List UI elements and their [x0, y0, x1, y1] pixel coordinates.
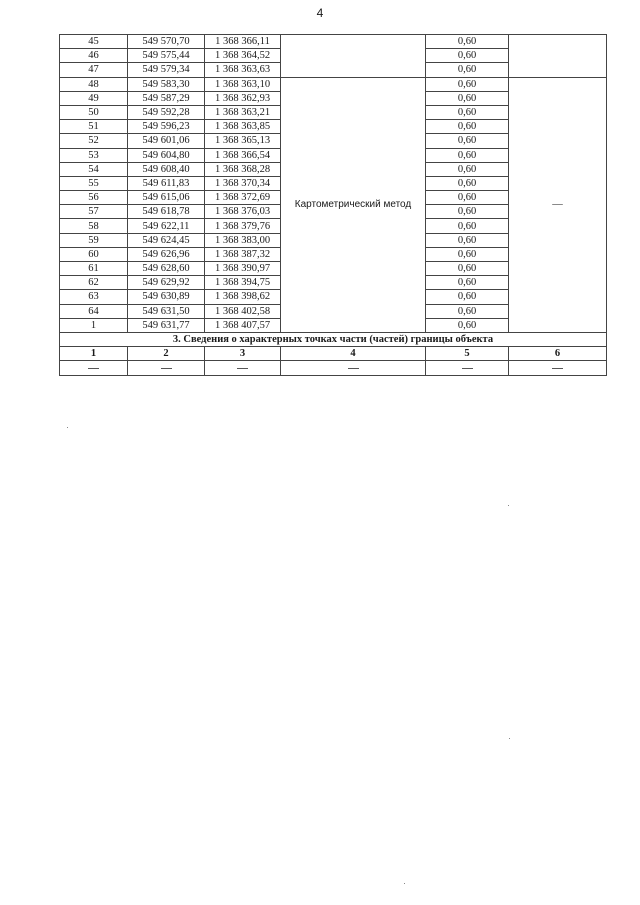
x-coordinate: 549 608,40 — [128, 162, 205, 176]
point-number: 64 — [60, 304, 128, 318]
accuracy-value: 0,60 — [426, 105, 509, 119]
point-number: 53 — [60, 148, 128, 162]
accuracy-value: 0,60 — [426, 233, 509, 247]
y-coordinate: 1 368 368,28 — [205, 162, 281, 176]
x-coordinate: 549 592,28 — [128, 105, 205, 119]
dash-mark — [462, 368, 473, 369]
x-coordinate: 549 622,11 — [128, 219, 205, 233]
dash-mark — [348, 368, 359, 369]
empty-cell — [128, 361, 205, 376]
y-coordinate: 1 368 364,52 — [205, 49, 281, 63]
point-number: 54 — [60, 162, 128, 176]
description-cell-empty — [509, 35, 607, 78]
accuracy-value: 0,60 — [426, 49, 509, 63]
empty-cell — [60, 361, 128, 376]
point-number: 47 — [60, 63, 128, 77]
empty-cell — [426, 361, 509, 376]
accuracy-value: 0,60 — [426, 205, 509, 219]
method-cell-empty — [281, 35, 426, 78]
y-coordinate: 1 368 370,34 — [205, 176, 281, 190]
y-coordinate: 1 368 387,32 — [205, 247, 281, 261]
x-coordinate: 549 628,60 — [128, 262, 205, 276]
page-number: 4 — [316, 6, 324, 20]
x-coordinate: 549 583,30 — [128, 77, 205, 91]
x-coordinate: 549 615,06 — [128, 191, 205, 205]
y-coordinate: 1 368 407,57 — [205, 318, 281, 332]
y-coordinate: 1 368 376,03 — [205, 205, 281, 219]
accuracy-value: 0,60 — [426, 304, 509, 318]
point-number: 51 — [60, 120, 128, 134]
x-coordinate: 549 601,06 — [128, 134, 205, 148]
column-number: 3 — [205, 347, 281, 361]
x-coordinate: 549 604,80 — [128, 148, 205, 162]
section-3-empty-row — [60, 361, 607, 376]
point-number: 55 — [60, 176, 128, 190]
boundary-points-table — [59, 34, 607, 376]
accuracy-value: 0,60 — [426, 134, 509, 148]
y-coordinate: 1 368 363,85 — [205, 120, 281, 134]
point-number: 46 — [60, 49, 128, 63]
point-number: 59 — [60, 233, 128, 247]
y-coordinate: 1 368 390,97 — [205, 262, 281, 276]
scan-speck — [404, 883, 405, 884]
x-coordinate: 549 629,92 — [128, 276, 205, 290]
point-number: 56 — [60, 191, 128, 205]
column-number: 2 — [128, 347, 205, 361]
accuracy-value: 0,60 — [426, 148, 509, 162]
accuracy-value: 0,60 — [426, 290, 509, 304]
accuracy-value: 0,60 — [426, 318, 509, 332]
y-coordinate: 1 368 363,21 — [205, 105, 281, 119]
x-coordinate: 549 570,70 — [128, 35, 205, 49]
description-dash: — — [509, 77, 607, 332]
x-coordinate: 549 631,50 — [128, 304, 205, 318]
accuracy-value: 0,60 — [426, 63, 509, 77]
column-number: 5 — [426, 347, 509, 361]
empty-cell — [281, 361, 426, 376]
section-3-header-row — [60, 347, 607, 361]
x-coordinate: 549 611,83 — [128, 176, 205, 190]
y-coordinate: 1 368 394,75 — [205, 276, 281, 290]
y-coordinate: 1 368 363,63 — [205, 63, 281, 77]
points-table-body — [60, 35, 607, 376]
point-number: 1 — [60, 318, 128, 332]
y-coordinate: 1 368 372,69 — [205, 191, 281, 205]
column-number: 6 — [509, 347, 607, 361]
point-number: 50 — [60, 105, 128, 119]
x-coordinate: 549 579,34 — [128, 63, 205, 77]
y-coordinate: 1 368 383,00 — [205, 233, 281, 247]
scan-speck — [508, 505, 509, 506]
accuracy-value: 0,60 — [426, 176, 509, 190]
point-row — [60, 35, 607, 49]
accuracy-value: 0,60 — [426, 162, 509, 176]
point-number: 49 — [60, 91, 128, 105]
accuracy-value: 0,60 — [426, 276, 509, 290]
y-coordinate: 1 368 366,11 — [205, 35, 281, 49]
method-cell: Картометрический метод — [281, 77, 426, 332]
dash-mark — [237, 368, 248, 369]
dash-mark — [88, 368, 99, 369]
accuracy-value: 0,60 — [426, 219, 509, 233]
x-coordinate: 549 624,45 — [128, 233, 205, 247]
column-number: 1 — [60, 347, 128, 361]
empty-cell — [509, 361, 607, 376]
dash-mark — [161, 368, 172, 369]
point-number: 58 — [60, 219, 128, 233]
point-number: 61 — [60, 262, 128, 276]
x-coordinate: 549 575,44 — [128, 49, 205, 63]
point-number: 52 — [60, 134, 128, 148]
column-number: 4 — [281, 347, 426, 361]
accuracy-value: 0,60 — [426, 247, 509, 261]
accuracy-value: 0,60 — [426, 191, 509, 205]
point-number: 60 — [60, 247, 128, 261]
point-number: 63 — [60, 290, 128, 304]
point-row — [60, 77, 607, 91]
point-number: 45 — [60, 35, 128, 49]
accuracy-value: 0,60 — [426, 120, 509, 134]
section-3-title: 3. Сведения о характерных точках части (частей) границы объекта — [60, 332, 607, 346]
x-coordinate: 549 631,77 — [128, 318, 205, 332]
point-number: 57 — [60, 205, 128, 219]
y-coordinate: 1 368 379,76 — [205, 219, 281, 233]
x-coordinate: 549 596,23 — [128, 120, 205, 134]
y-coordinate: 1 368 398,62 — [205, 290, 281, 304]
y-coordinate: 1 368 362,93 — [205, 91, 281, 105]
y-coordinate: 1 368 366,54 — [205, 148, 281, 162]
y-coordinate: 1 368 365,13 — [205, 134, 281, 148]
accuracy-value: 0,60 — [426, 35, 509, 49]
x-coordinate: 549 587,29 — [128, 91, 205, 105]
x-coordinate: 549 618,78 — [128, 205, 205, 219]
x-coordinate: 549 630,89 — [128, 290, 205, 304]
accuracy-value: 0,60 — [426, 91, 509, 105]
y-coordinate: 1 368 363,10 — [205, 77, 281, 91]
y-coordinate: 1 368 402,58 — [205, 304, 281, 318]
accuracy-value: 0,60 — [426, 262, 509, 276]
point-number: 62 — [60, 276, 128, 290]
accuracy-value: 0,60 — [426, 77, 509, 91]
scan-speck — [509, 738, 510, 739]
empty-cell — [205, 361, 281, 376]
section-3-title-row — [60, 332, 607, 346]
scan-speck — [67, 427, 68, 428]
point-number: 48 — [60, 77, 128, 91]
dash-mark — [552, 368, 563, 369]
x-coordinate: 549 626,96 — [128, 247, 205, 261]
